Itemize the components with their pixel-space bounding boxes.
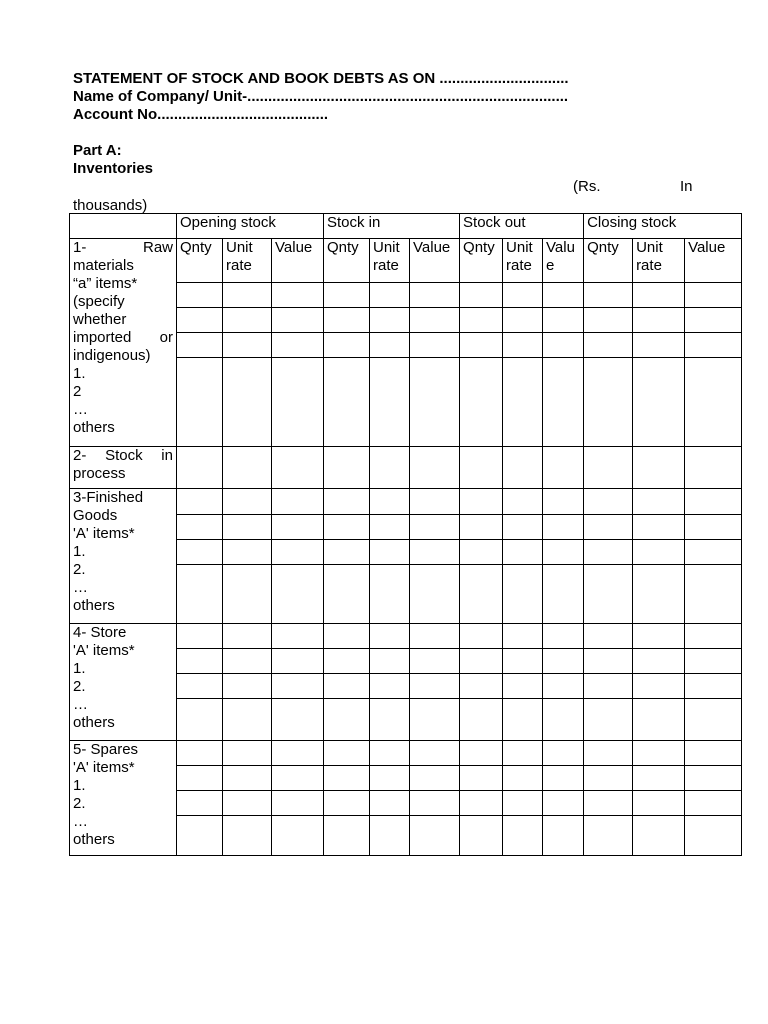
closing-unit-rate-header: Unit rate — [633, 239, 685, 283]
stock-in-process-row — [70, 447, 742, 489]
in-value-header: Value — [410, 239, 460, 283]
finished-goods-label: 3-Finished Goods 'A' items* 1. 2. … others — [70, 489, 177, 624]
units-note-in: In — [680, 178, 693, 195]
blank-header-cell — [70, 214, 177, 239]
account-number-line: Account No......................................... — [73, 106, 329, 123]
closing-value-header: Value — [685, 239, 742, 283]
store-first-row — [70, 624, 742, 649]
spares-first-row — [70, 741, 742, 766]
spares-label: 5- Spares 'A' items* 1. 2. … others — [70, 741, 177, 856]
out-value-header: Valu e — [543, 239, 584, 283]
finished-goods-first-row — [70, 489, 742, 515]
opening-qnty-header: Qnty — [177, 239, 223, 283]
units-note-prefix: (Rs. — [573, 178, 601, 195]
stock-out-header: Stock out — [460, 214, 584, 239]
opening-value-header: Value — [272, 239, 324, 283]
out-qnty-header: Qnty — [460, 239, 503, 283]
stock-in-header: Stock in — [324, 214, 460, 239]
out-unit-rate-header: Unit rate — [503, 239, 543, 283]
in-qnty-header: Qnty — [324, 239, 370, 283]
store-label: 4- Store 'A' items* 1. 2. … others — [70, 624, 177, 741]
company-name-line: Name of Company/ Unit-............................................................................. — [73, 88, 569, 105]
statement-title: STATEMENT OF STOCK AND BOOK DEBTS AS ON ............................... — [73, 70, 569, 87]
closing-qnty-header: Qnty — [584, 239, 633, 283]
raw-materials-label: 1- Raw materials “a” items* (specify whether imported or indigenous) 1. 2 … others — [70, 239, 177, 447]
opening-stock-header: Opening stock — [177, 214, 324, 239]
raw-materials-first-row — [70, 239, 742, 283]
inventory-table — [69, 213, 742, 856]
part-label: Part A: — [73, 142, 122, 159]
units-note-suffix: thousands) — [73, 197, 148, 214]
in-unit-rate-header: Unit rate — [370, 239, 410, 283]
group-header-row — [70, 214, 742, 239]
opening-unit-rate-header: Unit rate — [223, 239, 272, 283]
section-title: Inventories — [73, 160, 154, 177]
closing-stock-header: Closing stock — [584, 214, 742, 239]
stock-in-process-label: 2- Stock in process — [70, 447, 177, 489]
